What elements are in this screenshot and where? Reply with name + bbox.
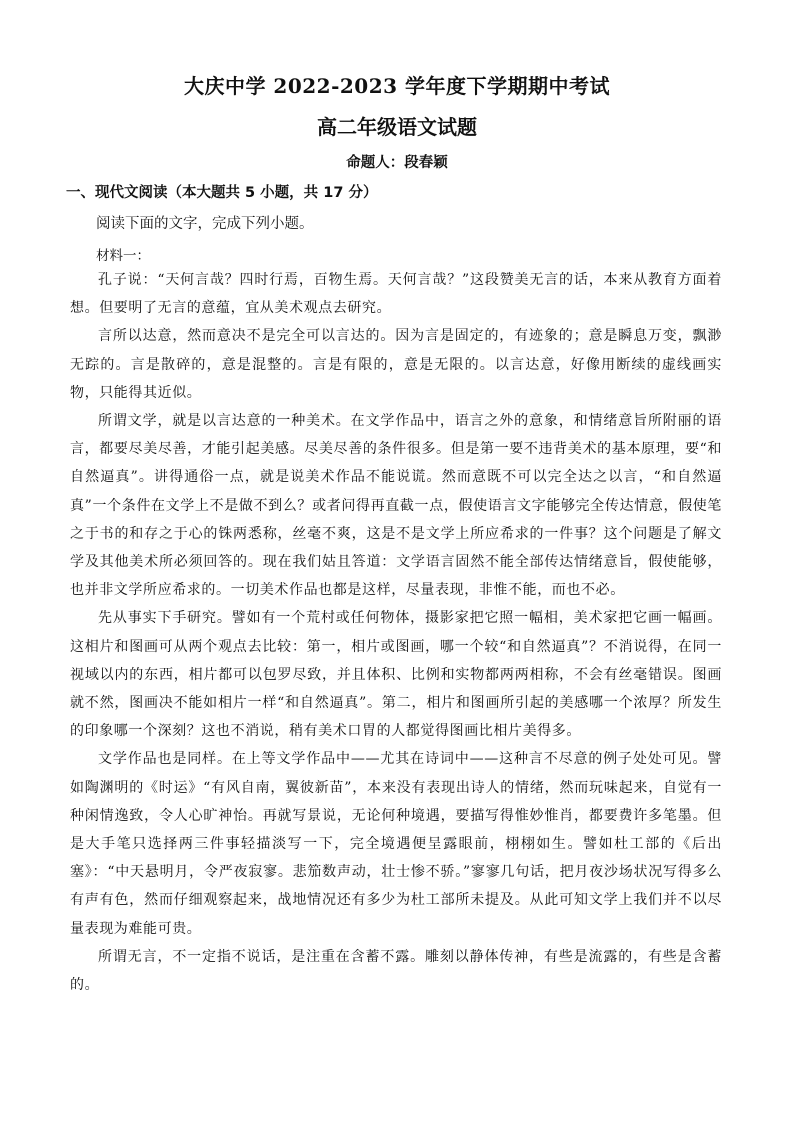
passage-paragraph: 所谓无言，不一定指不说话，是注重在含蓄不露。雕刻以静体传神，有些是流露的，有些是含蓄的。 (70, 948, 722, 994)
material-label: 材料一： (96, 248, 150, 264)
section-heading: 一、现代文阅读（本大题共 5 小题，共 17 分） (66, 185, 378, 201)
exam-subtitle: 高二年级语文试题 (317, 115, 477, 139)
exam-author: 命题人：段春颖 (346, 154, 448, 171)
passage-paragraph: 所谓文学，就是以言达意的一种美术。在文学作品中，语言之外的意象，和情绪意旨所附丽的语言，都要尽美尽善，才能引起美感。尽美尽善的条件很多。但是第一要不违背美术的基本原理，要“和自然逼真”。讲得通俗一点，就是说美术作品不能说谎。然而意既不可以完全达之以言，“和自然逼真”一个条件在文学上不是做不到么？或者问得再直截一点，假使语言文字能够完全传达情意，假使笔之于书的和存之于心的铢两悉称，丝毫不爽，这是不是文学上所应希求的一件事？这个问题是了解文学及其他美术所必须回答的。现在我们姑且答道：文学语言固然不能全部传达情绪意旨，假使能够，也并非文学所应希求的。一切美术作品也都是这样，尽量表现，非惟不能，而也不必。 (70, 413, 722, 599)
passage-paragraph: 先从事实下手研究。譬如有一个荒村或任何物体，摄影家把它照一幅相，美术家把它画一幅画。这相片和图画可从两个观点去比较：第一，相片或图画，哪一个较“和自然逼真”？不消说得，在同一视域以内的东西，相片都可以包罗尽致，并且体积、比例和实物都两两相称，不会有丝毫错误。图画就不然，图画决不能如相片一样“和自然逼真”。第二，相片和图画所引起的美感哪一个浓厚？所发生的印象哪一个深刻？这也不消说，稍有美术口胃的人都觉得图画比相片美得多。 (70, 610, 722, 740)
passage-body (70, 266, 722, 999)
section-instruction: 阅读下面的文字，完成下列小题。 (96, 216, 314, 232)
passage-paragraph: 孔子说：“天何言哉？四时行焉，百物生焉。天何言哉？”这段赞美无言的话，本来从教育方面着想。但要明了无言的意蕴，宜从美术观点去研究。 (70, 272, 722, 317)
exam-title: 大庆中学 2022-2023 学年度下学期期中考试 (183, 74, 611, 98)
passage-paragraph: 言所以达意，然而意决不是完全可以言达的。因为言是固定的，有迹象的；意是瞬息万变，飘渺无踪的。言是散碎的，意是混整的。言是有限的，意是无限的。以言达意，好像用断续的虚线画实物，只能得其近似。 (70, 328, 722, 401)
passage-paragraph: 文学作品也是同样。在上等文学作品中——尤其在诗词中——这种言不尽意的例子处处可见。譬如陶渊明的《时运》“有风自南，翼彼新苗”，本来没有表现出诗人的情绪，然而玩味起来，自觉有一种闲情逸致，令人心旷神怡。再就写景说，无论何种境遇，要描写得惟妙惟肖，都要费许多笔墨。但是大手笔只选择两三件事轻描淡写一下，完全境遇便呈露眼前，栩栩如生。譬如杜工部的《后出塞》：“中天悬明月，令严夜寂寥。悲笳数声动，壮士惨不骄。”寥寥几句话，把月夜沙场状况写得多么有声有色，然而仔细观察起来，战地情况还有多少为杜工部所未提及。从此可知文学上我们并不以尽量表现为难能可贵。 (70, 751, 722, 937)
